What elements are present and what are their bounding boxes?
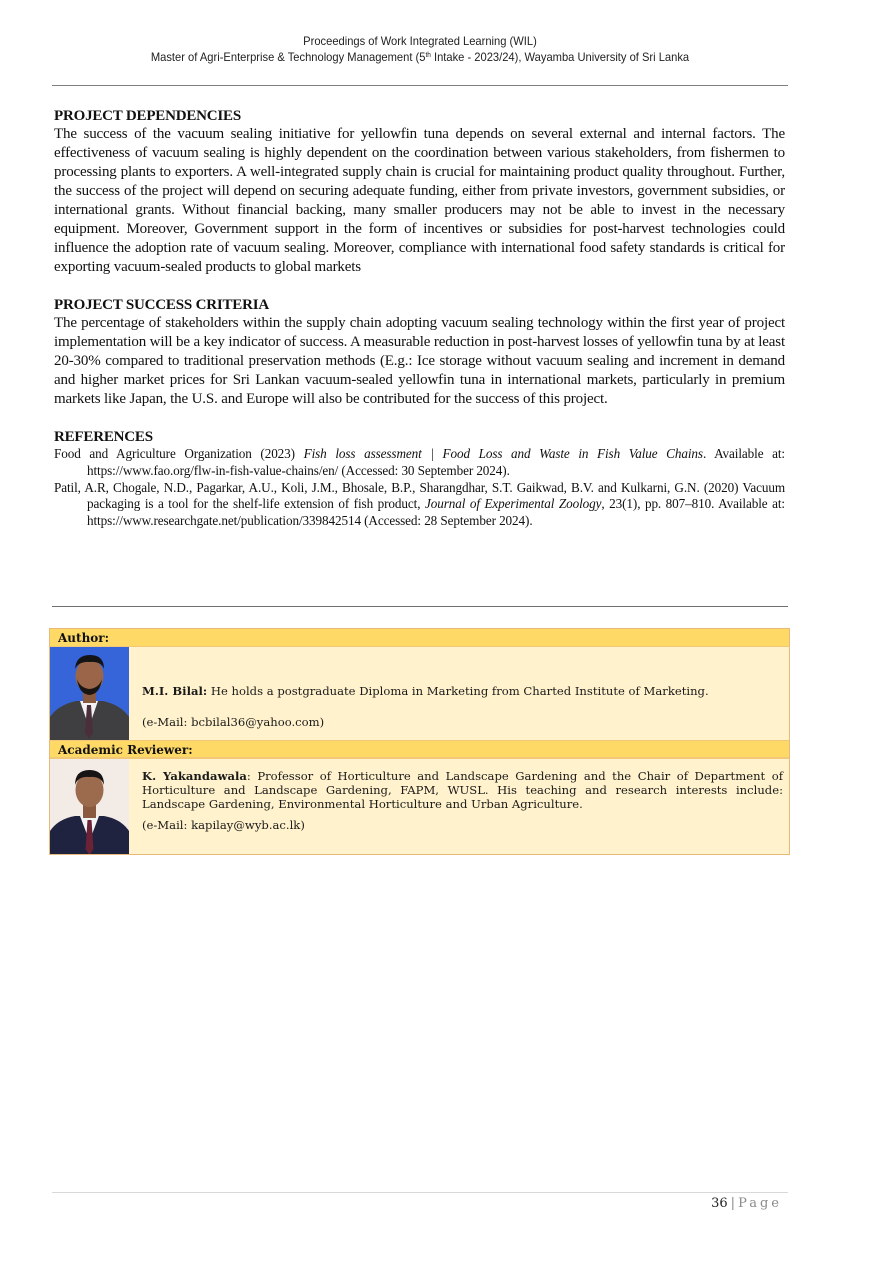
section-project-dependencies [54,107,785,277]
section-project-success-criteria [54,296,785,409]
section-paragraph: The success of the vacuum sealing initiative for yellowfin tuna depends on several external and internal factors. The effectiveness of vacuum sealing is highly dependent on the coordination between various stakeholders, from fishermen to processing plants to exporters. A well-integrated supply chain is crucial for maintaining product quality throughout. Further, the success of the project will depend on securing adequate funding, either from private investors, government subsidies, or international grants. Without financial backing, many smaller producers may not be able to invest in the necessary equipment. Moreover, Government support in the form of incentives or subsidies for post-harvest technologies could influence the adoption rate of vacuum sealing. Moreover, compliance with international food safety standards is critical for exporting vacuum-sealed products to global markets [54,126,785,275]
contributors-box [49,628,790,855]
section-references [54,428,785,530]
reviewer-portrait-svg [50,759,129,854]
author-bio [129,647,789,740]
header-superscript: th [425,52,431,59]
running-header [78,33,762,65]
content-divider [52,606,788,607]
reference-title: Fish loss assessment | Food Loss and Waste in Fish Value Chains [303,446,703,461]
reviewer-row [50,758,789,854]
header-line-2-start: Master of Agri-Enterprise & Technology Management (5 [150,50,426,64]
author-name: M.I. Bilal: [142,684,208,698]
reference-item: Patil, A.R, Chogale, N.D., Pagarkar, A.U., Koli, J.M., Bhosale, B.P., Sharangdhar, S.T. Gaikwad, B.V. and Kulkarni, G.N. (2020) Vacuum packaging is a tool for the shelf-life extension of fish product, Journal of Experimental Zoology, 23(1), pp. 807–810. Available at: https://www.researchgate.net/publication/339842514 (Accessed: 28 September 2024). [54,479,785,529]
header-line-2-end: Intake - 2023/24), Wayamba University of Sri Lanka [430,50,690,64]
reviewer-email[interactable]: (e-Mail: kapilay@wyb.ac.lk) [142,818,305,832]
page-word: Page [738,1196,782,1211]
header-divider [52,85,788,86]
main-content [54,107,785,549]
page-footer-divider [52,1192,788,1193]
reviewer-portrait-icon [50,759,129,854]
author-portrait-icon [50,647,129,740]
author-header: Author: [50,629,789,647]
reference-link[interactable]: , 23(1), pp. 807–810. Available at: https://www.researchgate.net/publication/339842514 (Accessed: 28 September 2024). [87,496,785,529]
reviewer-name: K. Yakandawala [142,769,247,783]
page-number [711,1196,782,1211]
reviewer-description: K. Yakandawala: Professor of Horticulture and Landscape Gardening and the Chair of Department of Horticulture and Landscape Gardening, FAPM, WUSL. His teaching and research interests include: Landscape Gardening, Environmental Horticulture and Urban Agriculture. [142,769,783,811]
header-line-2 [78,49,762,65]
reference-link[interactable]: . Available at: https://www.fao.org/flw-in-fish-value-chains/en/ (Accessed: 30 September 2024). [87,446,785,478]
author-description: M.I. Bilal: He holds a postgraduate Diploma in Marketing from Charted Institute of Marketing. [142,684,709,698]
page-number-value: 36 [711,1196,728,1211]
header-line-1: Proceedings of Work Integrated Learning (WIL) [303,34,537,48]
section-heading: PROJECT SUCCESS CRITERIA [54,297,269,313]
author-portrait-svg [50,647,129,740]
author-email[interactable]: (e-Mail: bcbilal36@yahoo.com) [142,715,325,729]
reference-journal: Journal of Experimental Zoology [424,496,602,512]
section-heading: REFERENCES [54,429,153,445]
section-heading: PROJECT DEPENDENCIES [54,108,242,124]
reviewer-header: Academic Reviewer: [50,740,789,758]
section-paragraph: The percentage of stakeholders within the supply chain adopting vacuum sealing technology within the first year of project implementation will be a key indicator of success. A measurable reduction in post-harvest losses of yellowfin tuna by at least 20-30% compared to traditional preservation methods (E.g.: Ice storage without vacuum sealing and increment in demand and higher market prices for Sri Lankan vacuum-sealed yellowfin tuna in international markets, particularly in premium markets like Japan, the U.S. and Europe will also be contributed for the success of this project. [54,315,785,407]
reference-item: Food and Agriculture Organization (2023) Fish loss assessment | Food Loss and Waste in Fish Value Chains. Available at: https://www.fao.org/flw-in-fish-value-chains/en/ (Accessed: 30 September 2024). [54,446,785,478]
page-number-separator: | [730,1196,736,1211]
reviewer-bio [129,759,789,854]
author-row [50,647,789,740]
